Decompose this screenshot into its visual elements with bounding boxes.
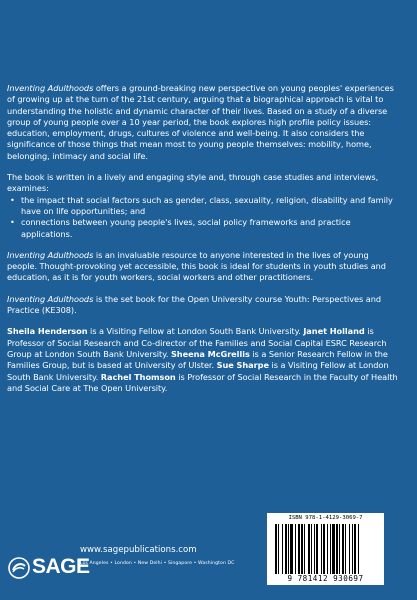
publisher-website[interactable]: www.sagepublications.com bbox=[80, 545, 197, 555]
barcode-bar bbox=[295, 524, 296, 574]
sage-wordmark: SAGE bbox=[32, 555, 90, 578]
bullet-icon: • bbox=[10, 217, 15, 228]
author-name: Rachel Thomson bbox=[100, 371, 176, 382]
barcode-bar bbox=[278, 524, 279, 574]
blurb-paragraph-2 bbox=[7, 172, 401, 195]
bullet-icon: • bbox=[10, 194, 15, 205]
blurb-intro: The book is written in a lively and engaging style and, through case studies and interviews, examines: bbox=[7, 172, 379, 194]
book-title: Inventing Adulthoods bbox=[7, 249, 94, 260]
blurb-text: offers a ground-breaking new perspective on young peoples' experiences of growing up at the turn of the 21st century, arguing that a biographical approach is vital to understanding the holistic and dynamic character of their lives. Based on a study of a diverse group of young people over a 10 year period, the book explores high profile policy issues: education, employment, drugs, cultures of violence and well-being. It also considers the significance of those things that mean most to young people themselves: mobility, home, belonging, intimacy and social life. bbox=[7, 83, 394, 161]
barcode-bar bbox=[349, 524, 350, 574]
sage-logo bbox=[8, 554, 90, 586]
blurb-paragraph-4: Inventing Adulthoods is the set book for the Open University course Youth: Perspectives and Practice (KE308). bbox=[7, 293, 382, 316]
barcode-bar bbox=[308, 524, 310, 574]
barcode-bar bbox=[304, 524, 305, 574]
barcode-bar bbox=[330, 524, 331, 574]
barcode-bar bbox=[345, 524, 346, 574]
barcode-bar bbox=[298, 524, 300, 574]
isbn-label: ISBN 978-1-4129-3069-7 bbox=[288, 515, 363, 521]
barcode bbox=[267, 513, 384, 585]
barcode-bar bbox=[339, 524, 340, 574]
barcode-bar bbox=[288, 524, 289, 574]
barcode-bar bbox=[352, 524, 353, 574]
barcode-bar bbox=[358, 524, 359, 574]
blurb bbox=[7, 83, 401, 404]
barcode-bar bbox=[336, 524, 338, 574]
barcode-bar bbox=[285, 524, 287, 574]
author-name: Sheena McGrellis bbox=[170, 348, 250, 359]
barcode-bar bbox=[311, 524, 312, 574]
list-item: • the impact that social factors such as gender, class, sexuality, religion, disability and family have on life opportunities; and bbox=[10, 194, 393, 216]
book-title: Inventing Adulthoods bbox=[7, 293, 94, 304]
bullet-list bbox=[7, 195, 401, 240]
list-item: • connections between young people's lives, social policy frameworks and practice applications. bbox=[10, 217, 351, 239]
author-name: Janet Holland bbox=[303, 326, 365, 337]
barcode-bar bbox=[301, 524, 303, 574]
blurb-paragraph-1 bbox=[7, 83, 401, 162]
barcode-bar bbox=[354, 524, 356, 574]
barcode-bar bbox=[316, 524, 318, 574]
blurb-paragraph-3: Inventing Adulthoods is an invaluable resource to anyone interested in the lives of young people. Thought-provoking yet accessible, this book is ideal for students in youth studies and education, as it is for youth workers, social workers and other practitioners. bbox=[7, 249, 386, 283]
barcode-digits: 9 781412 930697 bbox=[287, 574, 364, 583]
barcode-bar bbox=[275, 524, 277, 574]
author-name: Sue Sharpe bbox=[216, 360, 269, 371]
barcode-bar bbox=[327, 524, 328, 574]
barcode-bar bbox=[282, 524, 283, 574]
barcode-bar bbox=[314, 524, 315, 574]
book-title: Inventing Adulthoods bbox=[7, 83, 94, 93]
barcode-bar bbox=[290, 524, 293, 574]
barcode-bar bbox=[342, 524, 344, 574]
barcode-bars bbox=[275, 524, 376, 574]
publisher-cities: Los Angeles • London • New Delhi • Singapore • Washington DC bbox=[80, 561, 235, 566]
barcode-bar bbox=[321, 524, 322, 574]
barcode-bar bbox=[323, 524, 325, 574]
author-bios: Sheila Henderson is a Visiting Fellow at London South Bank University. Janet Holland is Professor of Social Research and Co-director of the Families and Social Capital ESRC Research Group at London South Bank University. Sheena McGrellis is a Senior Research Fellow in the Families Group, but is based at University of Ulster. Sue Sharpe is a Visiting Fellow at London South Bank University. Rachel Thomson is Professor of Social Research in the Faculty of Health and Social Care at The Open University. bbox=[7, 326, 398, 393]
author-name: Sheila Henderson bbox=[7, 326, 88, 337]
sage-swirl-icon bbox=[8, 557, 30, 579]
barcode-bar bbox=[332, 524, 335, 574]
